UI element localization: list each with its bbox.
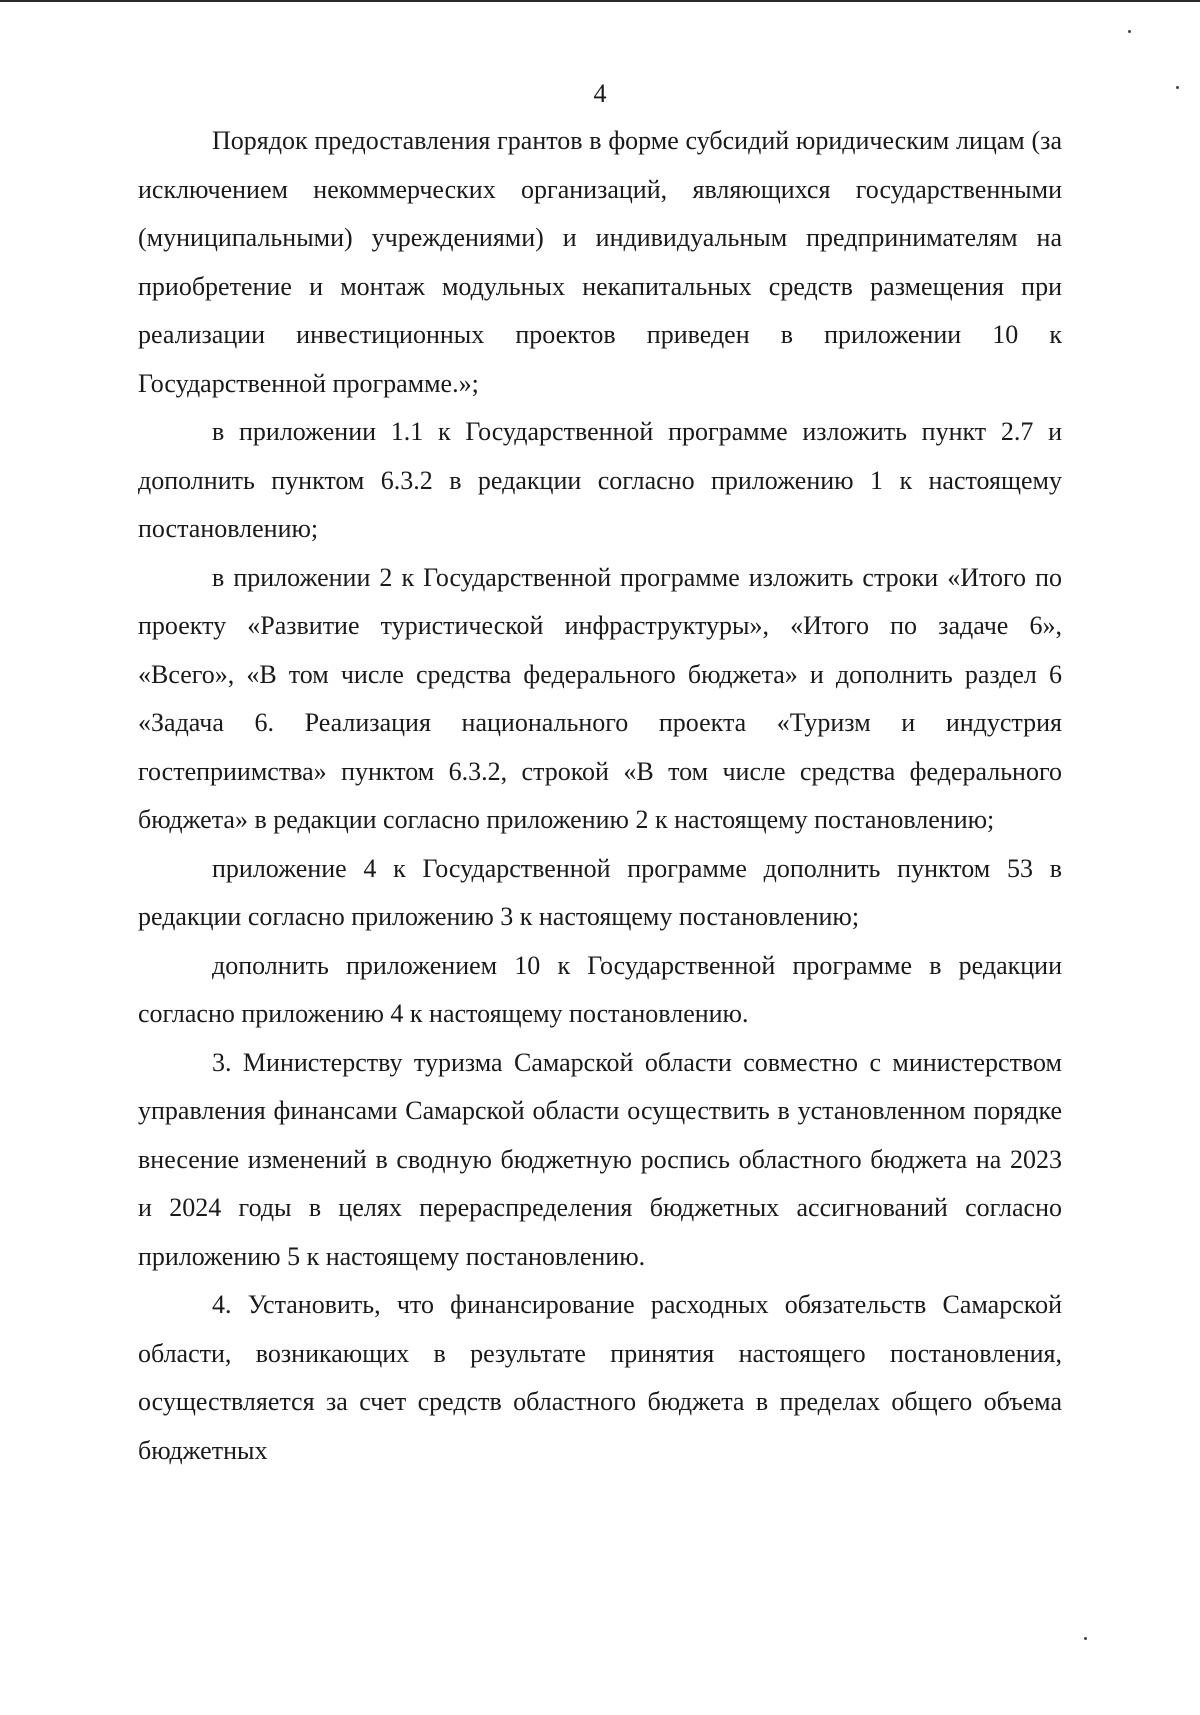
- paragraph-appendix-10: дополнить приложением 10 к Государственной программе в редакции согласно приложению 4 к настоящему постановлению.: [138, 950, 1062, 1028]
- page-number: 4: [593, 79, 607, 108]
- paragraph-appendix-1-1: в приложении 1.1 к Государственной программе изложить пункт 2.7 и дополнить пунктом 6.3.2 в редакции согласно приложению 1 к настоящему постановлению;: [138, 417, 1062, 543]
- paragraph-grant-procedure: Порядок предоставления грантов в форме субсидий юридическим лицам (за исключением некоммерческих организаций, являющихся государственными (муниципальными) учреждениями) и индивидуальным предпринимателям на приобретение и монтаж модульных некапитальных средств размещения при реализации инвестиционных проектов приведен в приложении 10 к Государственной программе.»;: [138, 126, 1062, 398]
- paragraph-item-3: 3. Министерству туризма Самарской области совместно с министерством управления финансами Самарской области осуществить в установленном порядке внесение изменений в сводную бюджетную роспись областного бюджета на 2023 и 2024 годы в целях перераспределения бюджетных ассигнований согласно приложению 5 к настоящему постановлению.: [138, 1047, 1062, 1271]
- document-body: [138, 117, 1062, 1475]
- paragraph-appendix-4: приложение 4 к Государственной программе дополнить пунктом 53 в редакции согласно приложению 3 к настоящему постановлению;: [138, 853, 1062, 931]
- paragraph-appendix-2: в приложении 2 к Государственной программе изложить строки «Итого по проекту «Развитие туристической инфраструктуры», «Итого по задаче 6», «Всего», «В том числе средства федерального бюджета» и дополнить раздел 6 «Задача 6. Реализация национального проекта «Туризм и индустрия гостеприимства» пунктом 6.3.2, строкой «В том числе средства федерального бюджета» в редакции согласно приложению 2 к настоящему постановлению;: [138, 562, 1062, 834]
- paragraph-item-4: 4. Установить, что финансирование расходных обязательств Самарской области, возникающих в результате принятия настоящего постановления, осуществляется за счет средств областного бюджета в пределах общего объема бюджетных: [138, 1290, 1062, 1465]
- scan-speck: [1128, 30, 1131, 33]
- scan-speck: [1084, 1637, 1087, 1640]
- scan-top-edge: [0, 0, 1200, 2]
- scan-speck: [1176, 86, 1179, 89]
